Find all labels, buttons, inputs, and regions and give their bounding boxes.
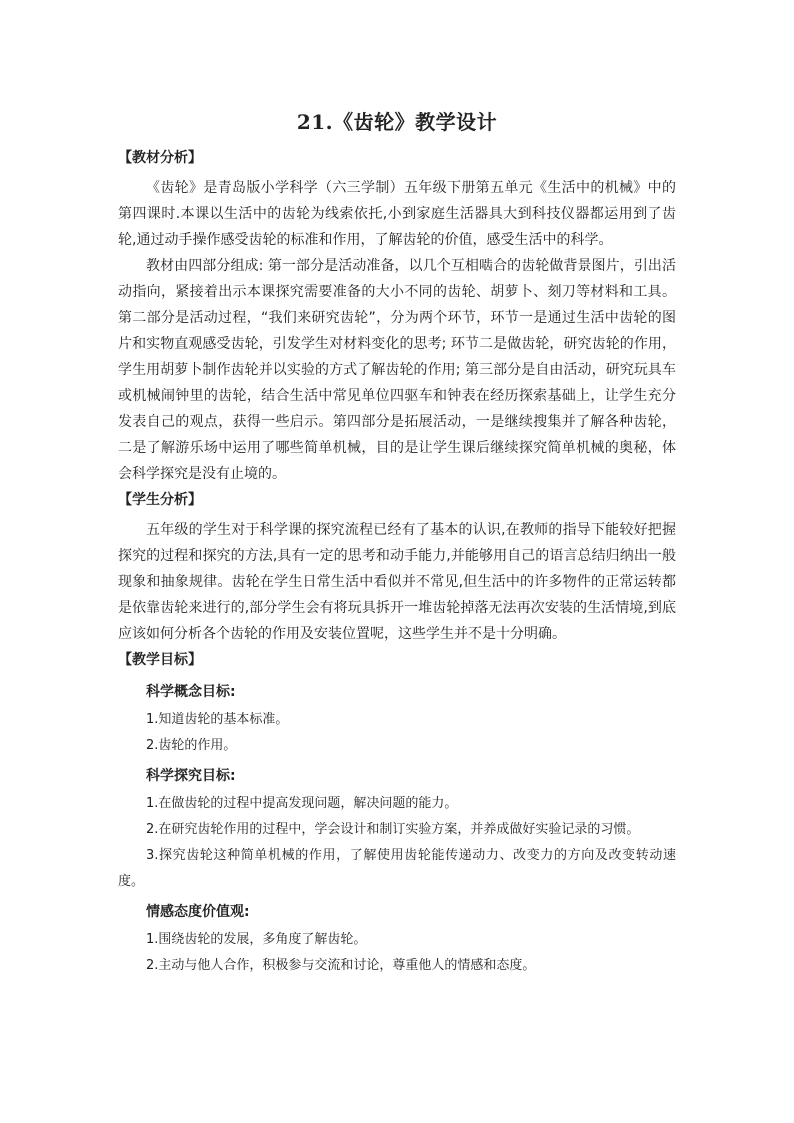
goal-heading-science-concept: 科学概念目标: [146,684,236,700]
document-content [118,106,676,979]
material-analysis-paragraph-1: 《齿轮》是青岛版小学科学（六三学制）五年级下册第五单元《生活中的机械》中的第四课时.本课以生活中的齿轮为线索依托,小到家庭生活器具大到科技仪器都运用到了齿轮,通过动手操作感受齿轮的标准和作用，了解齿轮的价值，感受生活中的科学。 [118,180,676,248]
section-heading-teaching-goals: 【教学目标】 [118,652,202,668]
section-heading-material-analysis: 【教材分析】 [118,150,202,166]
section-heading-student-analysis: 【学生分析】 [118,492,202,508]
goal-item: 1.知道齿轮的基本标准。 [146,712,289,727]
student-analysis-paragraph-1: 五年级的学生对于科学课的探究流程已经有了基本的认识,在教师的指导下能较好把握探究的过程和探究的方法,具有一定的思考和动手能力,并能够用自己的语言总结归纳出一般现象和抽象规律。齿轮在学生日常生活中看似并不常见,但生活中的许多物件的正常运转都是依靠齿轮来进行的,部分学生会有将玩具拆开一堆齿轮掉落无法再次安装的生活情境,到底应该如何分析各个齿轮的作用及安装位置呢，这些学生并不是十分明确。 [118,522,676,642]
goal-item: 1.在做齿轮的过程中提高发现问题，解决问题的能力。 [146,796,458,811]
goal-item: 3.探究齿轮这种简单机械的作用，了解使用齿轮能传递动力、改变力的方向及改变转动速度。 [118,848,676,889]
goal-heading-emotion-attitude: 情感态度价值观: [146,904,250,920]
goal-item: 2.齿轮的作用。 [146,738,237,753]
goal-item: 2.主动与他人合作，积极参与交流和讨论，尊重他人的情感和态度。 [146,958,536,973]
goal-item: 1.围绕齿轮的发展，多角度了解齿轮。 [146,932,367,947]
material-analysis-paragraph-2: 教材由四部分组成: 第一部分是活动准备，以几个互相啮合的齿轮做背景图片，引出活动指向，紧接着出示本课探究需要准备的大小不同的齿轮、胡萝卜、刻刀等材料和工具。第二部分是活动过程，“我们来研究齿轮”，分为两个环节，环节一是通过生活中齿轮的图片和实物直观感受齿轮，引发学生对材料变化的思考; 环节二是做齿轮，研究齿轮的作用，学生用胡萝卜制作齿轮并以实验的方式了解齿轮的作用; 第三部分是自由活动，研究玩具车或机械闹钟里的齿轮，结合生活中常见单位四驱车和钟表在经历探索基础上，让学生充分发表自己的观点，获得一些启示。第四部分是拓展活动，一是继续搜集并了解各种齿轮，二是了解游乐场中运用了哪些简单机械，目的是让学生课后继续探究简单机械的奥秘，体会科学探究是没有止境的。 [118,258,676,482]
goal-heading-science-inquiry: 科学探究目标: [146,768,236,784]
goal-item: 2.在研究齿轮作用的过程中，学会设计和制订实验方案，并养成做好实验记录的习惯。 [146,822,640,837]
document-title: 21.《齿轮》教学设计 [296,110,498,134]
